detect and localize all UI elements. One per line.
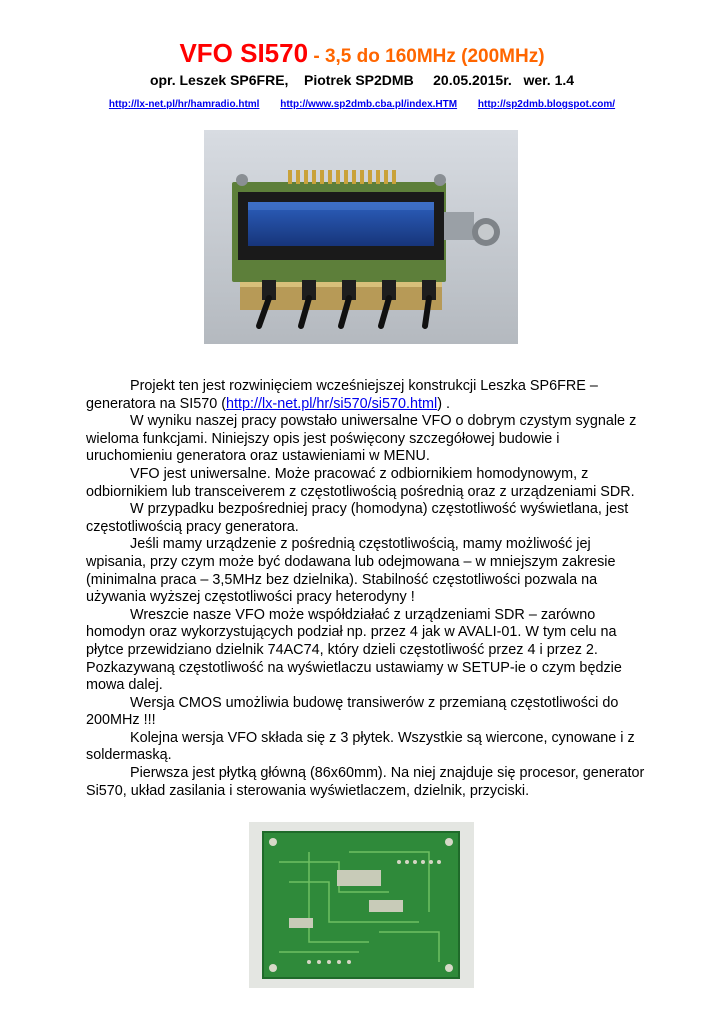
document-title bbox=[0, 38, 724, 69]
title-subtitle: - 3,5 do 160MHz (200MHz) bbox=[308, 46, 545, 67]
paragraph-7: Wersja CMOS umożliwia budowę transiwerów z przemianą częstotliwości do 200MHz !!! bbox=[86, 694, 619, 729]
paragraph-6: Wreszcie nasze VFO może współdziałać z urządzeniami SDR – zarówno homodyn oraz wykorzystujących podział np. przez 4 jak w AVALI-01. W tym celu na płytce przewidziano dzielnik 74AC74, który dzieli częstotliwość przez 4 i przez 2. Pozkazywaną częstotliwość na wyświetlaczu ustawiamy w SETUP-ie o czym będzie mowa dalej. bbox=[86, 606, 622, 694]
paragraph-1: Projekt ten jest rozwinięciem wcześniejszej konstrukcji Leszka SP6FRE – generatora na SI570 (http://lx-net.pl/hr/si570/si570.html) . bbox=[86, 378, 598, 412]
paragraph-2: W wyniku naszej pracy powstało uniwersalne VFO o dobrym czystym sygnale z wieloma funkcjami. Niniejszy opis jest poświęcony szczegółowej budowie i uruchomieniu generatora oraz ustawieniami w MENU. bbox=[86, 413, 637, 465]
link-sp2dmb-site[interactable]: http://www.sp2dmb.cba.pl/index.HTM bbox=[280, 99, 458, 110]
body-text bbox=[86, 378, 646, 800]
paragraph-9: Pierwsza jest płytką główną (86x60mm). Na niej znajduje się procesor, generator Si570, układ zasilania i sterowania wyświetlaczem, dzielnik, przyciski. bbox=[86, 765, 645, 799]
link-si570[interactable]: http://lx-net.pl/hr/si570/si570.html bbox=[226, 395, 438, 412]
pcb-photo bbox=[249, 822, 474, 988]
title-main: VFO SI570 bbox=[179, 38, 309, 68]
paragraph-8: Kolejna wersja VFO składa się z 3 płytek. Wszystkie są wiercone, cynowane i z soldermaską. bbox=[86, 729, 635, 764]
authors-line: opr. Leszek SP6FRE, Piotrek SP2DMB 20.05.2015r. wer. 1.4 bbox=[149, 72, 575, 88]
paragraph-3: VFO jest uniwersalne. Może pracować z odbiornikiem homodynowym, z odbiornikiem lub transceiverem z częstotliwością pośrednią oraz z urządzeniami SDR. bbox=[86, 465, 635, 500]
vfo-device-photo bbox=[204, 130, 518, 344]
links-row bbox=[0, 99, 724, 110]
paragraph-4: W przypadku bezpośredniej pracy (homodyna) częstotliwość wyświetlana, jest częstotliwością pracy generatora. bbox=[86, 501, 629, 535]
link-sp2dmb-blog[interactable]: http://sp2dmb.blogspot.com/ bbox=[477, 99, 616, 110]
link-hamradio[interactable]: http://lx-net.pl/hr/hamradio.html bbox=[108, 99, 260, 110]
paragraph-5: Jeśli mamy urządzenie z pośrednią częstotliwością, mamy możliwość jej wpisania, przy czym może być dodawana lub odejmowana – w mniejszym zakresie (minimalna praca – 3,5MHz bez dzielnika). Stabilność częstotliwości pozwala na używania wyższej częstotliwości pracy heterodyny ! bbox=[86, 536, 616, 606]
